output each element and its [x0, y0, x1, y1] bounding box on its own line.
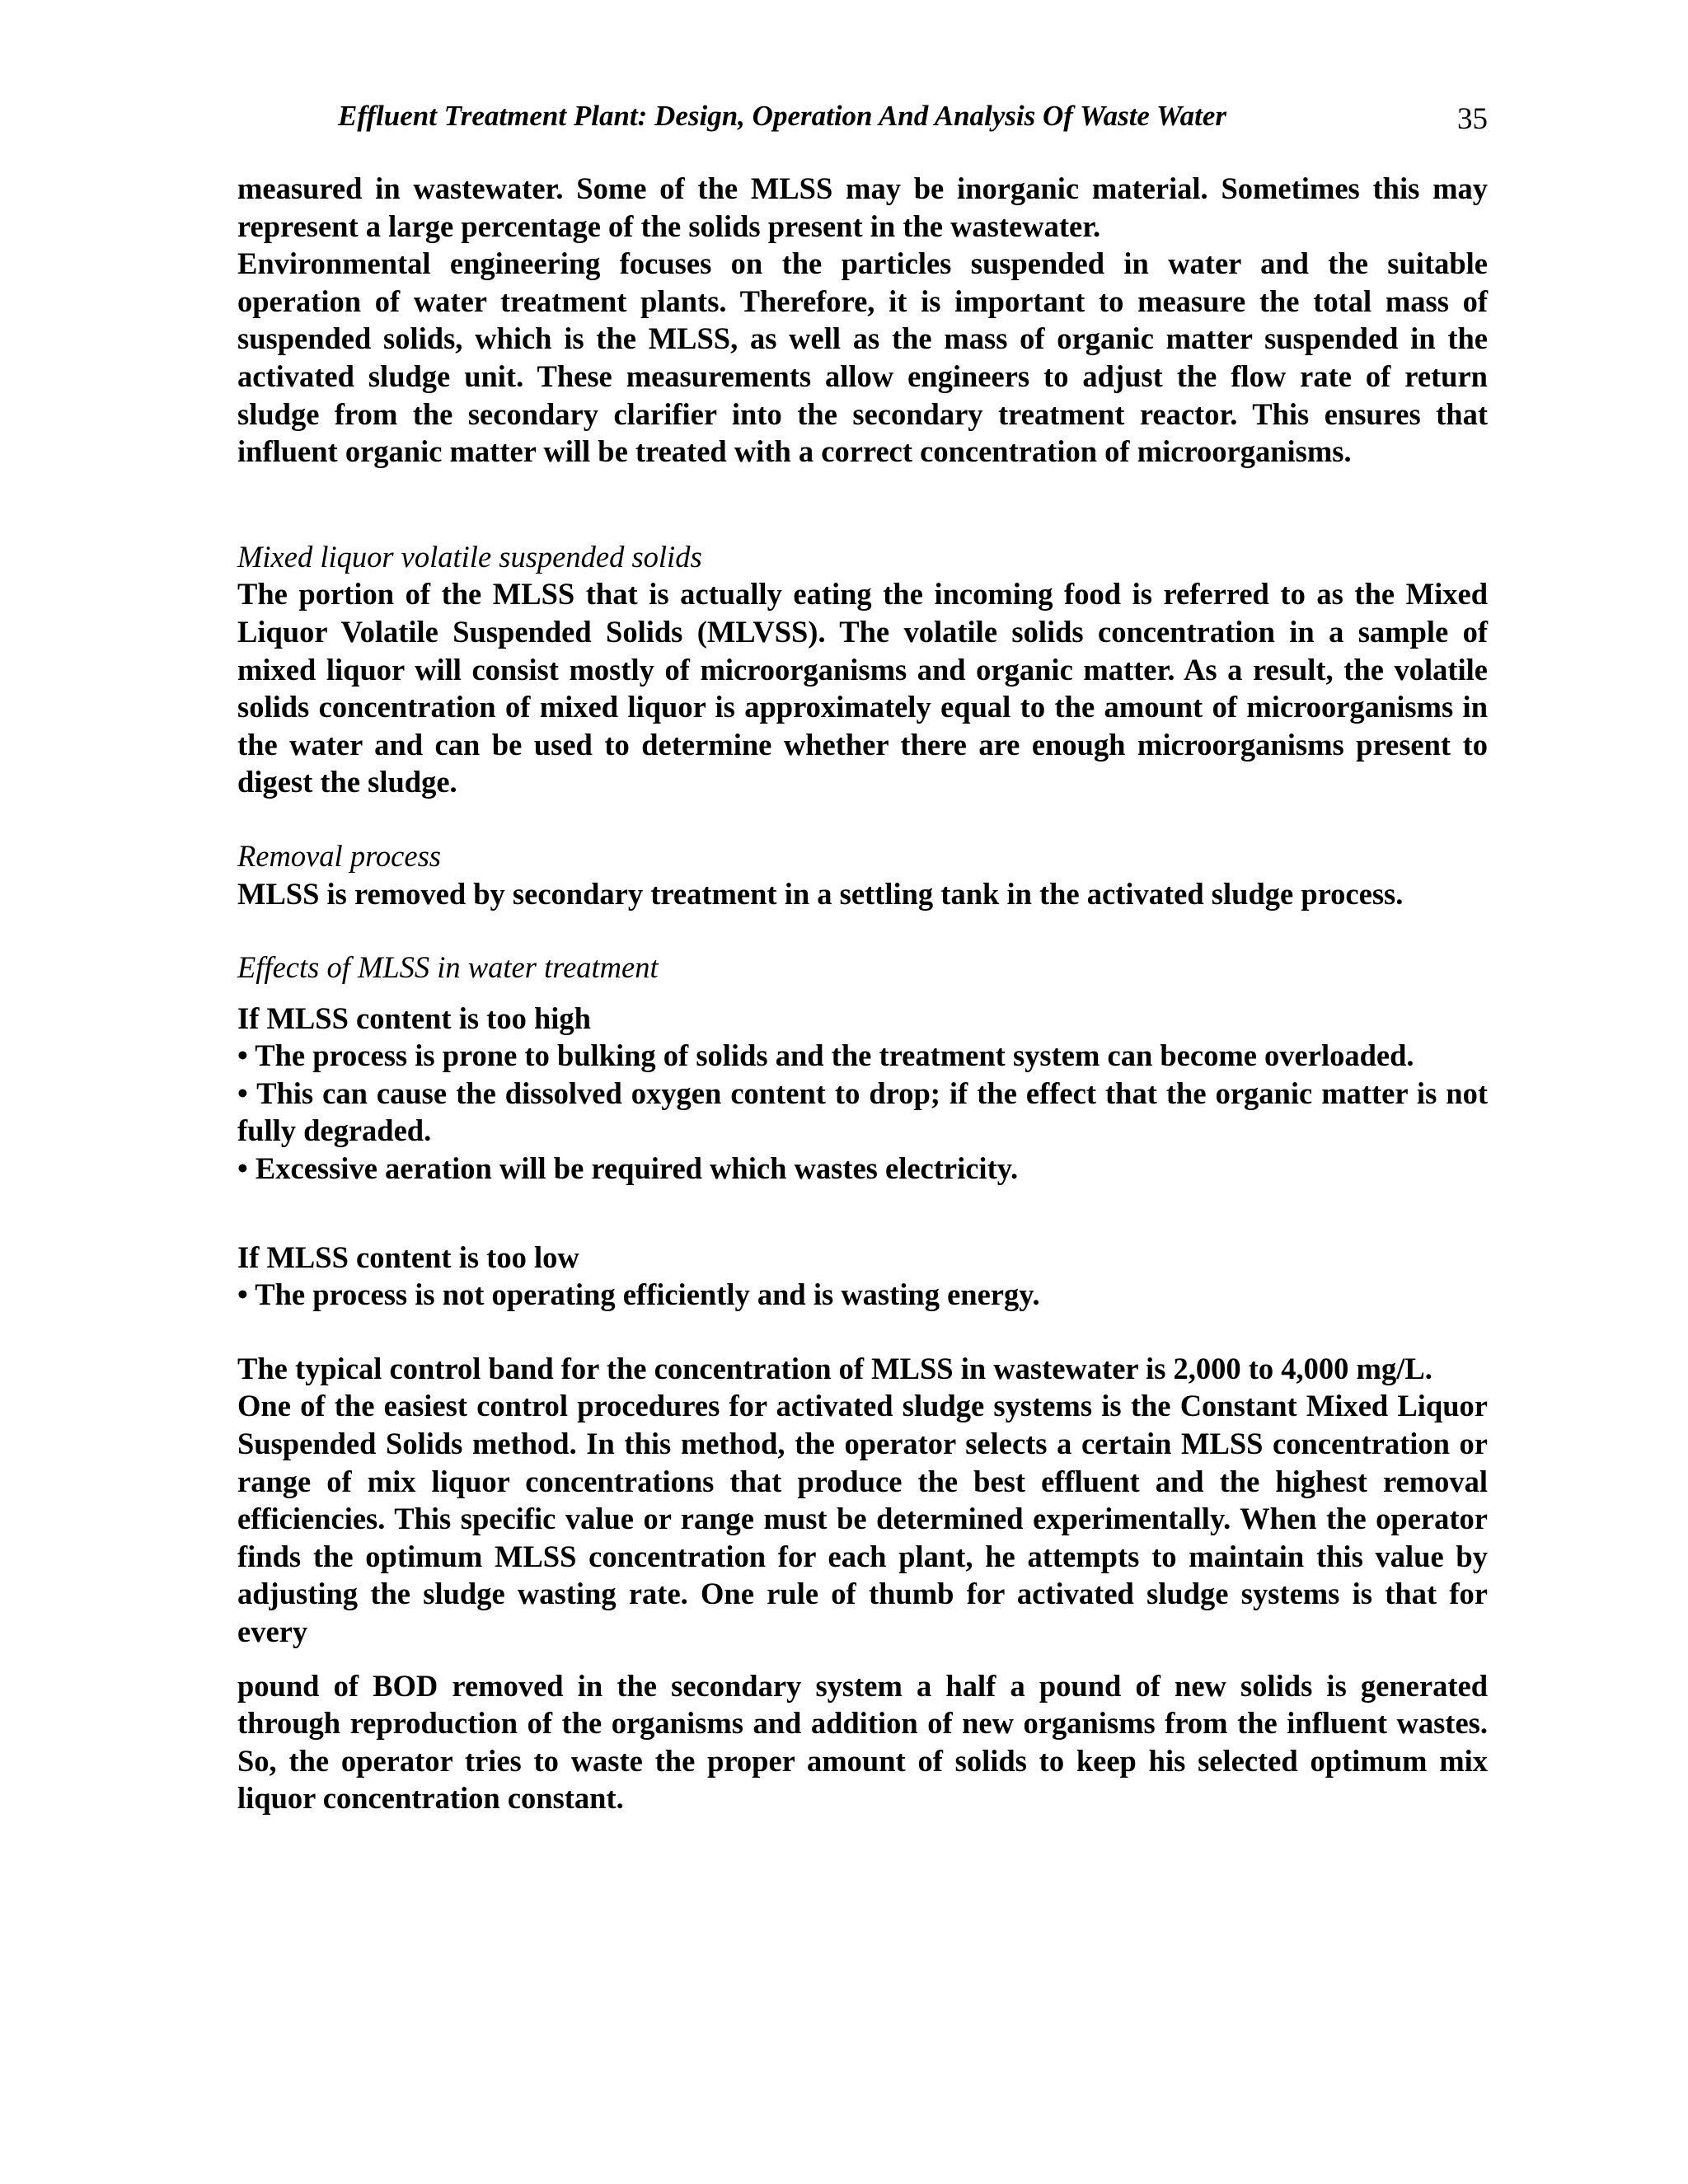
mlvss-heading: Mixed liquor volatile suspended solids	[237, 539, 702, 574]
spacer	[237, 1314, 1488, 1350]
effects-heading: Effects of MLSS in water treatment	[237, 950, 659, 985]
mlss-too-low-title: If MLSS content is too low	[237, 1240, 579, 1274]
spacer	[237, 1651, 1488, 1667]
mlvss-paragraph: The portion of the MLSS that is actually eating the incoming food is referred to as the Mixed Liquor Volatile Suspended Solids (MLVSS). The volatile solids concentration in a sample of mixed liquor will consist mostly of microorganisms and organic matter. As a result, the volatile solids concentration of mixed liquor is approximately equal to the amount of microorganisms in the water and can be used to determine whether there are enough microorganisms present to digest the sludge.	[237, 577, 1488, 799]
intro-continuation-paragraph: measured in wastewater. Some of the MLSS may be inorganic material. Sometimes this may represent a large percentage of the solids present in the wastewater.	[237, 171, 1488, 243]
constant-mlss-method-paragraph: One of the easiest control procedures for activated sludge systems is the Constant Mixed Liquor Suspended Solids method. In this method, the operator selects a certain MLSS concentration or range of mix liquor concentrations that produce the best effluent and the highest removal efficiencies. This specific value or range must be determined experimentally. When the operator finds the optimum MLSS concentration for each plant, he attempts to maintain this value by adjusting the sludge wasting rate. One rule of thumb for activated sludge systems is that for every	[237, 1389, 1488, 1648]
page-number: 35	[1457, 102, 1488, 136]
spacer	[237, 1188, 1488, 1239]
spacer	[237, 912, 1488, 949]
mlss-too-low-item: • The process is not operating efficiently and is wasting energy.	[237, 1277, 1040, 1312]
mlss-too-high-item: • The process is prone to bulking of solids and the treatment system can become overloaded.	[237, 1038, 1414, 1073]
removal-process-paragraph: MLSS is removed by secondary treatment in a settling tank in the activated sludge process.	[237, 876, 1404, 911]
spacer	[237, 471, 1488, 538]
environmental-engineering-paragraph: Environmental engineering focuses on the particles suspended in water and the suitable operation of water treatment plants. Therefore, it is important to measure the total mass of suspended solids, which is the MLSS, as well as the mass of organic matter suspended in the activated sludge unit. These measurements allow engineers to adjust the flow rate of return sludge from the secondary clarifier into the secondary treatment reactor. This ensures that influent organic matter will be treated with a correct concentration of microorganisms.	[237, 246, 1488, 469]
mlss-too-high-item: • This can cause the dissolved oxygen content to drop; if the effect that the organic matter is not fully degraded.	[237, 1076, 1488, 1148]
mlss-too-high-title: If MLSS content is too high	[237, 1001, 591, 1035]
page-content	[237, 170, 1488, 1817]
removal-process-heading: Removal process	[237, 838, 441, 873]
spacer	[237, 987, 1488, 1000]
bod-rule-paragraph: pound of BOD removed in the secondary system a half a pound of new solids is generated through reproduction of the organisms and addition of new organisms from the influent wastes. So, the operator tries to waste the proper amount of solids to keep his selected optimum mix liquor concentration constant.	[237, 1668, 1488, 1816]
running-header	[237, 97, 1488, 140]
spacer	[237, 801, 1488, 837]
mlss-too-high-item: • Excessive aeration will be required which wastes electricity.	[237, 1151, 1019, 1186]
header-title: Effluent Treatment Plant: Design, Operation And Analysis Of Waste Water	[338, 100, 1226, 132]
control-band-paragraph: The typical control band for the concentration of MLSS in wastewater is 2,000 to 4,000 mg/L.	[237, 1351, 1432, 1385]
